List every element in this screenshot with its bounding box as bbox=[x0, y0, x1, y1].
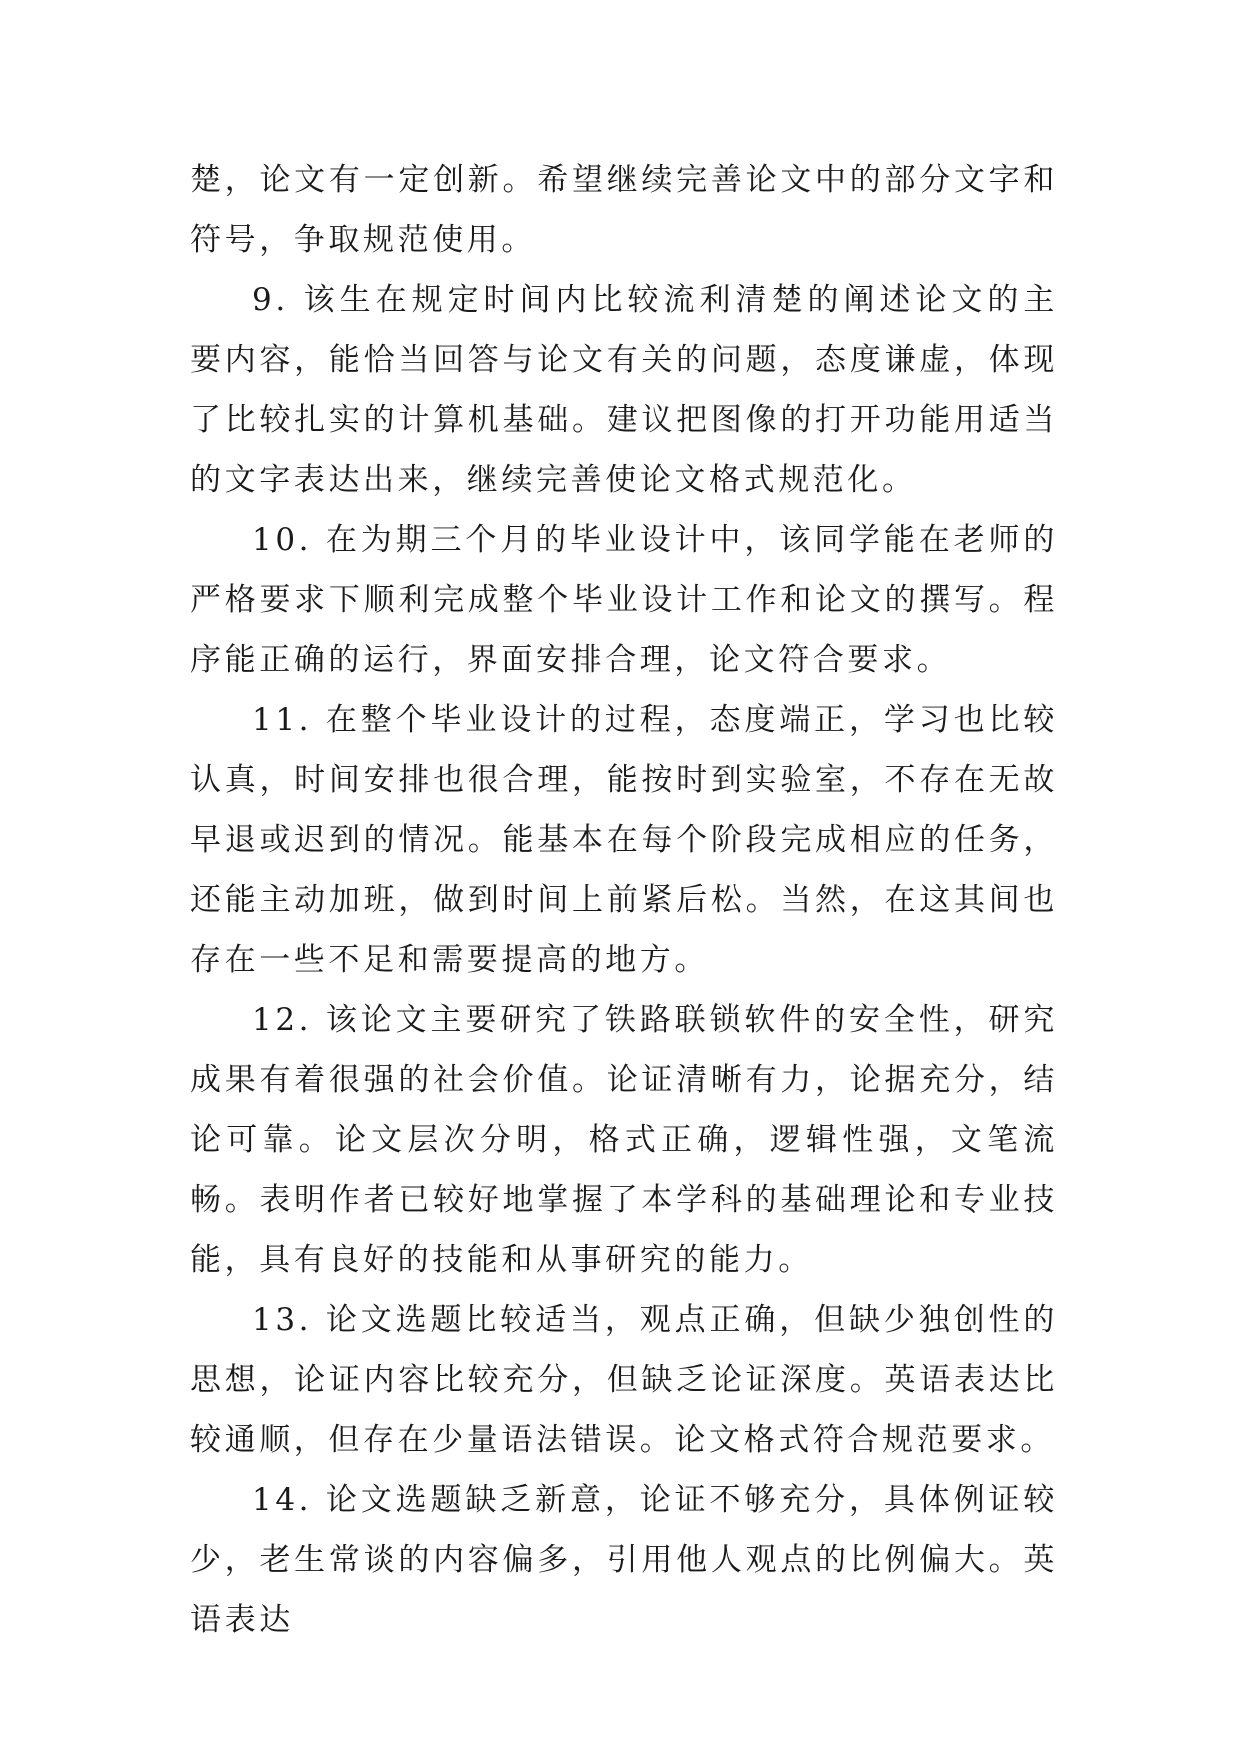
paragraph-item-12: 12. 该论文主要研究了铁路联锁软件的安全性，研究成果有着很强的社会价值。论证清晰有力，论据充分，结论可靠。论文层次分明，格式正确，逻辑性强，文笔流畅。表明作者已较好地掌握了本学科的基础理论和专业技能，具有良好的技能和从事研究的能力。 bbox=[190, 1002, 1058, 1278]
paragraph-item-14: 14. 论文选题缺乏新意，论证不够充分，具体例证较少，老生常谈的内容偏多，引用他人观点的比例偏大。英语表达 bbox=[190, 1482, 1058, 1638]
paragraph-continuation: 楚，论文有一定创新。希望继续完善论文中的部分文字和符号，争取规范使用。 bbox=[190, 162, 1058, 258]
paragraph-item-9: 9. 该生在规定时间内比较流利清楚的阐述论文的主要内容，能恰当回答与论文有关的问题，态度谦虚，体现了比较扎实的计算机基础。建议把图像的打开功能用适当的文字表达出来，继续完善使论文格式规范化。 bbox=[190, 282, 1058, 498]
document-body bbox=[190, 150, 1058, 1650]
paragraph-item-13: 13. 论文选题比较适当，观点正确，但缺少独创性的思想，论证内容比较充分，但缺乏论证深度。英语表达比较通顺，但存在少量语法错误。论文格式符合规范要求。 bbox=[190, 1302, 1058, 1458]
paragraph-item-11: 11. 在整个毕业设计的过程，态度端正，学习也比较认真，时间安排也很合理，能按时到实验室，不存在无故早退或迟到的情况。能基本在每个阶段完成相应的任务，还能主动加班，做到时间上前紧后松。当然，在这其间也存在一些不足和需要提高的地方。 bbox=[190, 702, 1058, 978]
paragraph-item-10: 10. 在为期三个月的毕业设计中，该同学能在老师的严格要求下顺利完成整个毕业设计工作和论文的撰写。程序能正确的运行，界面安排合理，论文符合要求。 bbox=[190, 522, 1058, 678]
